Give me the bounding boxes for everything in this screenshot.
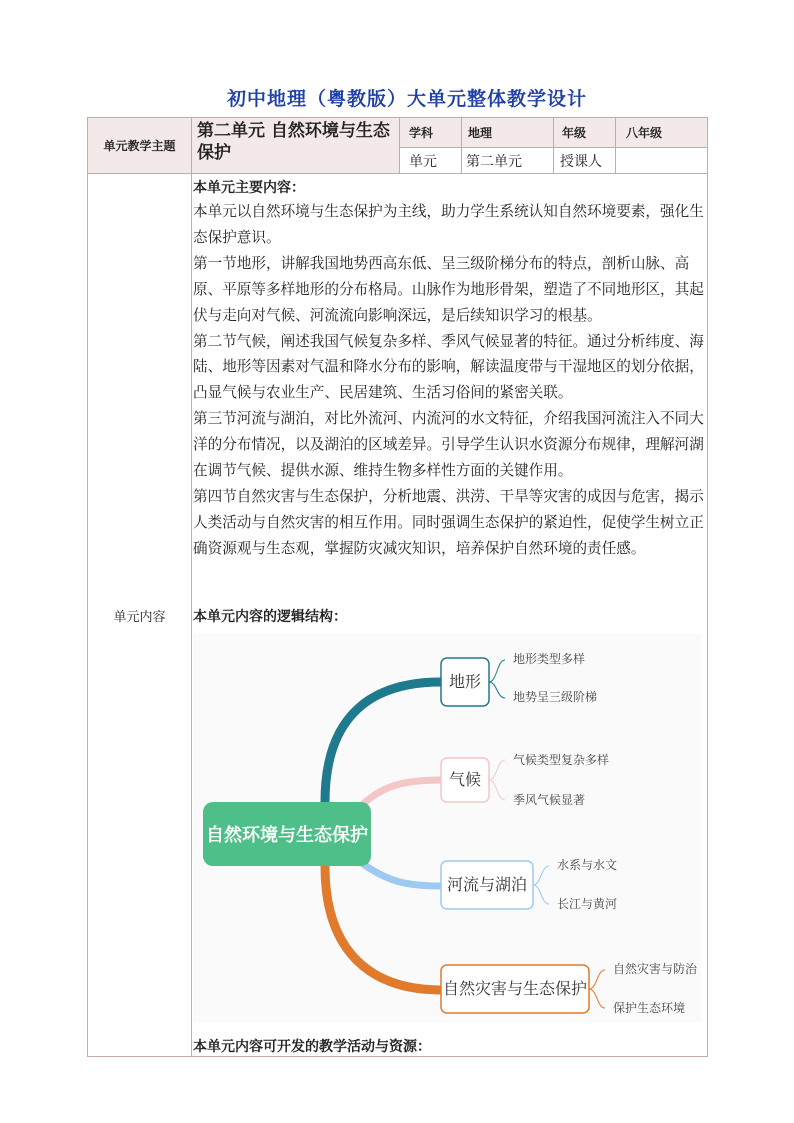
mindmap-svg (193, 634, 701, 1022)
leaf-label: 自然灾害与防治 (613, 962, 698, 976)
unit-label: 单元 (409, 153, 437, 170)
leaf-label: 季风气候显著 (513, 793, 586, 807)
topic-value-cell (192, 118, 400, 174)
leaf-label: 水系与水文 (557, 858, 618, 872)
leaf-label: 长江与黄河 (557, 897, 618, 911)
branch-label-disasters: 自然灾害与生态保护 (442, 979, 588, 998)
leaf-label: 保护生态环境 (613, 1001, 686, 1015)
topic-value: 第二单元 自然环境与生态保护 (197, 121, 390, 163)
branch-label-terrain: 地形 (448, 672, 482, 691)
logic-structure-heading: 本单元内容的逻辑结构： (193, 609, 347, 625)
mindmap-figure (193, 634, 701, 1022)
unit-design-table (87, 117, 708, 1057)
content-paragraphs (193, 199, 705, 562)
leaf-brace-disasters (589, 970, 605, 1008)
paragraph: 第二节气候，阐述我国气候复杂多样、季风气候显著的特征。通过分析纬度、海陆、地形等因素对气温和降水分布的影响，解读温度带与干湿地区的划分依据，凸显气候与农业生产、民居建筑、生活习俗间的紧密关联。 (193, 332, 704, 402)
subject-value-cell (462, 118, 554, 148)
document-title: 初中地理（粤教版）大单元整体教学设计 (226, 88, 587, 110)
teacher-label-cell (554, 148, 616, 174)
unit-value-cell (462, 148, 554, 174)
unit-label-cell (400, 148, 462, 174)
paragraph: 第四节自然灾害与生态保护，分析地震、洪涝、干旱等灾害的成因与危害，揭示人类活动与自然灾害的相互作用。同时强调生态保护的紧迫性，促使学生树立正确资源观与生态观，掌握防灾减灾知识，培养保护自然环境的责任感。 (193, 487, 704, 557)
grade-value-cell (616, 118, 707, 148)
branch-connector-climate (363, 780, 441, 804)
paragraph: 第三节河流与湖泊，对比外流河、内流河的水文特征，介绍我国河流注入不同大洋的分布情况，以及湖泊的区域差异。引导学生认识水资源分布规律，理解河湖在调节气候、提供水源、维持生物多样性方面的关键作用。 (193, 410, 704, 480)
leaf-brace-climate (489, 760, 505, 800)
subject-label: 学科 (409, 126, 434, 140)
branch-connector-rivers (363, 864, 441, 886)
activities-heading: 本单元内容可开发的教学活动与资源： (193, 1039, 431, 1055)
branch-label-rivers: 河流与湖泊 (446, 875, 528, 894)
paragraph: 本单元以自然环境与生态保护为主线，助力学生系统认知自然环境要素，强化生态保护意识。 (193, 203, 704, 246)
paragraph: 第一节地形，讲解我国地势西高东低、呈三级阶梯分布的特点，剖析山脉、高原、平原等多样地形的分布格局。山脉作为地形骨架，塑造了不同地形区，其起伏与走向对气候、河流流向影响深远，是后续知识学习的根基。 (193, 254, 704, 324)
branch-label-climate: 气候 (448, 770, 482, 789)
leaf-brace-rivers (533, 866, 549, 904)
grade-label: 年级 (562, 126, 587, 140)
center-node-label: 自然环境与生态保护 (206, 825, 368, 846)
unit-value: 第二单元 (466, 153, 522, 170)
leaf-label: 地形类型多样 (513, 652, 586, 666)
subject-value: 地理 (468, 126, 493, 140)
content-label-cell (88, 174, 192, 1056)
main-content-heading: 本单元主要内容： (193, 180, 305, 196)
grade-label-cell (554, 118, 616, 148)
leaf-brace-terrain (489, 660, 505, 698)
teacher-label: 授课人 (560, 153, 602, 170)
subject-label-cell (400, 118, 462, 148)
content-label: 单元内容 (113, 609, 166, 625)
topic-label-cell (88, 118, 192, 174)
leaf-label: 气候类型复杂多样 (513, 753, 610, 767)
leaf-label: 地势呈三级阶梯 (513, 690, 598, 704)
teacher-value-cell (616, 148, 707, 174)
grade-value: 八年级 (626, 126, 663, 140)
topic-label: 单元教学主题 (103, 139, 176, 153)
